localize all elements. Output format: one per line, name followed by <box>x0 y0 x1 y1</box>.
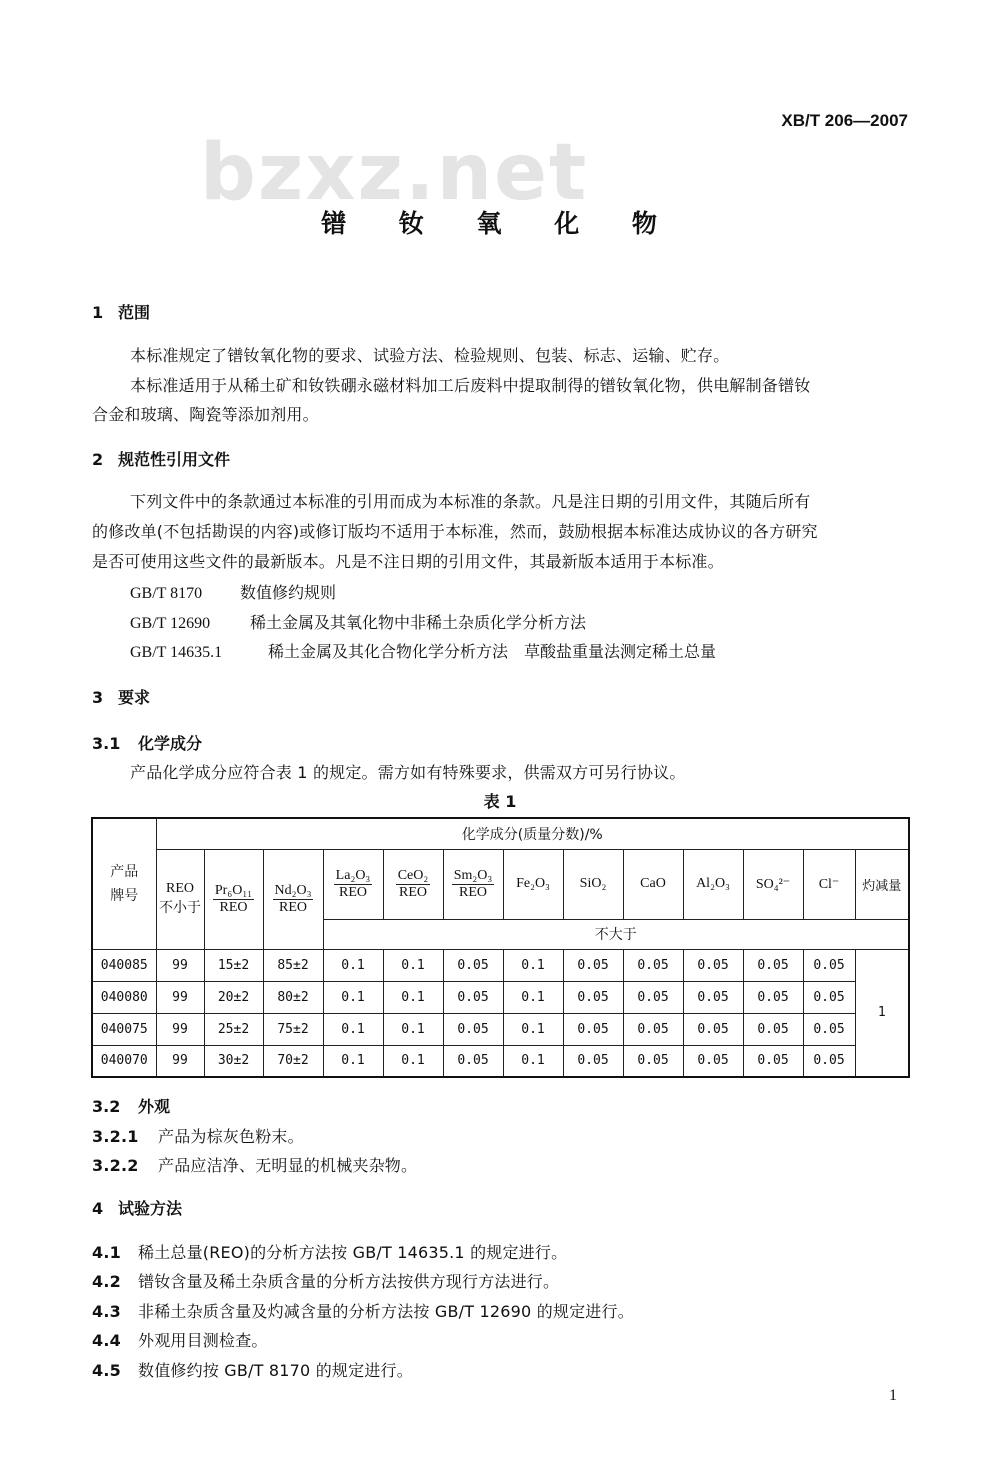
cell: 0.05 <box>563 1045 623 1077</box>
clause-3-2-1 <box>92 1124 304 1147</box>
cell: 0.05 <box>743 981 803 1013</box>
cell: 0.1 <box>503 1045 563 1077</box>
cell: 0.05 <box>683 981 743 1013</box>
cell: 0.05 <box>443 981 503 1013</box>
cell: 0.05 <box>803 1013 855 1045</box>
cell: 0.05 <box>743 1013 803 1045</box>
ratio-denominator: REO <box>278 899 307 915</box>
cell: 0.05 <box>683 1013 743 1045</box>
page-number: 1 <box>889 1387 897 1404</box>
ratio-numerator: Sm₂O₃ <box>453 867 493 883</box>
cell: 0.05 <box>623 1045 683 1077</box>
subsection-3-1-heading <box>92 731 202 754</box>
table-row <box>92 1045 909 1077</box>
clause-number: 4.1 <box>92 1243 121 1262</box>
cell: 80±2 <box>263 981 323 1013</box>
standard-code: XB/T 206—2007 <box>781 111 908 130</box>
cell: 85±2 <box>263 949 323 981</box>
reo-sublabel: 不小于 <box>159 900 201 916</box>
ratio-denominator: REO <box>459 884 487 900</box>
cell: 0.05 <box>563 1013 623 1045</box>
clause-text: 数值修约按 GB/T 8170 的规定进行。 <box>138 1361 413 1380</box>
reference-code: GB/T 12690 <box>130 615 211 632</box>
section-title: 化学成分 <box>138 734 203 753</box>
clause-text: 非稀土杂质含量及灼减含量的分析方法按 GB/T 12690 的规定进行。 <box>138 1302 634 1321</box>
reference-name: 稀土金属及其氧化物中非稀土杂质化学分析方法 <box>250 613 587 632</box>
cell: 0.1 <box>323 1013 383 1045</box>
cell: 0.1 <box>383 981 443 1013</box>
paragraph: 是否可使用这些文件的最新版本。凡是不注日期的引用文件，其最新版本适用于本标准。 <box>92 552 724 571</box>
impurity-header: SO₄²⁻ <box>743 849 803 919</box>
cell: 0.1 <box>503 949 563 981</box>
table-row <box>92 949 909 981</box>
clause-4-1 <box>92 1240 567 1263</box>
table-row <box>92 981 909 1013</box>
cell: 75±2 <box>263 1013 323 1045</box>
reference-code: GB/T 8170 <box>130 585 203 602</box>
paragraph: 下列文件中的条款通过本标准的引用而成为本标准的条款。凡是注日期的引用文件，其随后所有 <box>130 492 811 511</box>
cell-loss-on-ignition: 1 <box>855 949 909 1077</box>
section-1-heading <box>92 300 150 323</box>
watermark: bzxz.net <box>200 128 589 218</box>
subsection-3-2-heading <box>92 1094 170 1117</box>
section-number: 2 <box>92 450 104 469</box>
section-number: 3.1 <box>92 734 121 753</box>
reo-header <box>156 849 204 949</box>
clause-number: 3.2.1 <box>92 1127 139 1146</box>
section-title: 规范性引用文件 <box>118 450 231 469</box>
cell: 0.05 <box>623 949 683 981</box>
clause-3-2-2 <box>92 1153 417 1176</box>
document-title: 镨 钕 氧 化 物 <box>321 209 679 238</box>
section-4-heading <box>92 1196 182 1219</box>
ratio-denominator: REO <box>219 899 248 915</box>
table-row <box>92 1013 909 1045</box>
cell: 0.05 <box>683 1045 743 1077</box>
section-number: 4 <box>92 1199 104 1218</box>
paragraph: 的修改单(不包括勘误的内容)或修订版均不适用于本标准，然而，鼓励根据本标准达成协议的各方研究 <box>92 522 818 541</box>
clause-number: 4.2 <box>92 1272 121 1291</box>
ratio-header-nd2o3 <box>263 849 323 949</box>
paragraph: 本标准适用于从稀土矿和钕铁硼永磁材料加工后废料中提取制得的镨钕氧化物，供电解制备镨钕 <box>130 376 811 395</box>
impurity-header: Al₂O₃ <box>683 849 743 919</box>
reference-name: 稀土金属及其化合物化学分析方法 草酸盐重量法测定稀土总量 <box>268 642 717 661</box>
section-number: 3.2 <box>92 1097 121 1116</box>
cell: 15±2 <box>204 949 263 981</box>
cell: 20±2 <box>204 981 263 1013</box>
ratio-header-ceo2 <box>383 849 443 919</box>
cell-product-code: 040085 <box>92 949 156 981</box>
clause-text: 稀土总量(REO)的分析方法按 GB/T 14635.1 的规定进行。 <box>138 1243 568 1262</box>
clause-text: 产品为棕灰色粉末。 <box>158 1127 304 1146</box>
impurity-header: SiO₂ <box>563 849 623 919</box>
clause-text: 外观用目测检查。 <box>138 1331 268 1350</box>
ratio-numerator: Nd₂O₃ <box>274 882 312 898</box>
cell: 25±2 <box>204 1013 263 1045</box>
cell: 0.1 <box>503 1013 563 1045</box>
cell: 70±2 <box>263 1045 323 1077</box>
ratio-header-sm2o3 <box>443 849 503 919</box>
clause-4-3 <box>92 1299 634 1322</box>
cell: 99 <box>156 1045 204 1077</box>
cell-product-code: 040075 <box>92 1013 156 1045</box>
reo-label: REO <box>166 881 194 896</box>
cell: 0.1 <box>323 949 383 981</box>
cell: 0.05 <box>623 1013 683 1045</box>
ratio-numerator: Pr₆O₁₁ <box>214 882 253 898</box>
reference-item <box>130 580 336 603</box>
ratio-denominator: REO <box>338 884 367 900</box>
loss-on-ignition-header: 灼减量 <box>855 849 909 919</box>
cell: 99 <box>156 949 204 981</box>
cell: 0.05 <box>443 949 503 981</box>
product-code-header: 产品 牌号 <box>92 818 156 949</box>
table-title: 表 1 <box>483 792 517 811</box>
clause-number: 4.5 <box>92 1361 121 1380</box>
reference-item <box>130 610 586 633</box>
reference-code: GB/T 14635.1 <box>130 644 223 661</box>
cell: 99 <box>156 1013 204 1045</box>
cell: 0.05 <box>563 949 623 981</box>
clause-4-5 <box>92 1358 413 1381</box>
paragraph: 产品化学成分应符合表 1 的规定。需方如有特殊要求，供需双方可另行协议。 <box>130 763 686 782</box>
impurity-header: CaO <box>623 849 683 919</box>
cell: 0.05 <box>563 981 623 1013</box>
clause-text: 产品应洁净、无明显的机械夹杂物。 <box>158 1156 418 1175</box>
cell: 99 <box>156 981 204 1013</box>
clause-4-4 <box>92 1328 268 1351</box>
cell: 0.05 <box>623 981 683 1013</box>
clause-number: 4.4 <box>92 1331 121 1350</box>
section-number: 1 <box>92 303 104 322</box>
section-2-heading <box>92 447 230 470</box>
cell: 0.1 <box>503 981 563 1013</box>
impurity-header: Fe₂O₃ <box>503 849 563 919</box>
cell: 0.05 <box>743 949 803 981</box>
impurity-header: Cl⁻ <box>803 849 855 919</box>
cell: 0.1 <box>323 981 383 1013</box>
clause-number: 3.2.2 <box>92 1156 139 1175</box>
section-title: 外观 <box>138 1097 171 1116</box>
section-title: 试验方法 <box>118 1199 183 1218</box>
section-number: 3 <box>92 688 104 707</box>
clause-number: 4.3 <box>92 1302 121 1321</box>
cell: 0.05 <box>443 1013 503 1045</box>
cell: 0.05 <box>443 1045 503 1077</box>
clause-text: 镨钕含量及稀土杂质含量的分析方法按供方现行方法进行。 <box>138 1272 560 1291</box>
not-more-than-label: 不大于 <box>323 919 909 949</box>
ratio-denominator: REO <box>398 884 427 900</box>
cell: 0.05 <box>683 949 743 981</box>
ratio-numerator: CeO₂ <box>397 867 429 883</box>
cell-product-code: 040080 <box>92 981 156 1013</box>
cell-product-code: 040070 <box>92 1045 156 1077</box>
ratio-header-pr6o11 <box>204 849 263 949</box>
ratio-numerator: La₂O₃ <box>335 867 371 883</box>
clause-4-2 <box>92 1269 559 1292</box>
cell: 0.1 <box>323 1045 383 1077</box>
reference-name: 数值修约规则 <box>240 583 337 602</box>
cell: 30±2 <box>204 1045 263 1077</box>
group-header: 化学成分(质量分数)/% <box>156 818 909 849</box>
paragraph: 合金和玻璃、陶瓷等添加剂用。 <box>92 405 319 424</box>
cell: 0.1 <box>383 949 443 981</box>
reference-item <box>130 639 716 662</box>
section-title: 要求 <box>118 688 151 707</box>
section-3-heading <box>92 685 150 708</box>
ratio-header-la2o3 <box>323 849 383 919</box>
cell: 0.1 <box>383 1045 443 1077</box>
cell: 0.05 <box>803 1045 855 1077</box>
chemical-composition-table <box>91 817 910 1078</box>
cell: 0.05 <box>803 949 855 981</box>
section-title: 范围 <box>118 303 151 322</box>
cell: 0.1 <box>383 1013 443 1045</box>
cell: 0.05 <box>743 1045 803 1077</box>
cell: 0.05 <box>803 981 855 1013</box>
paragraph: 本标准规定了镨钕氧化物的要求、试验方法、检验规则、包装、标志、运输、贮存。 <box>130 346 730 365</box>
